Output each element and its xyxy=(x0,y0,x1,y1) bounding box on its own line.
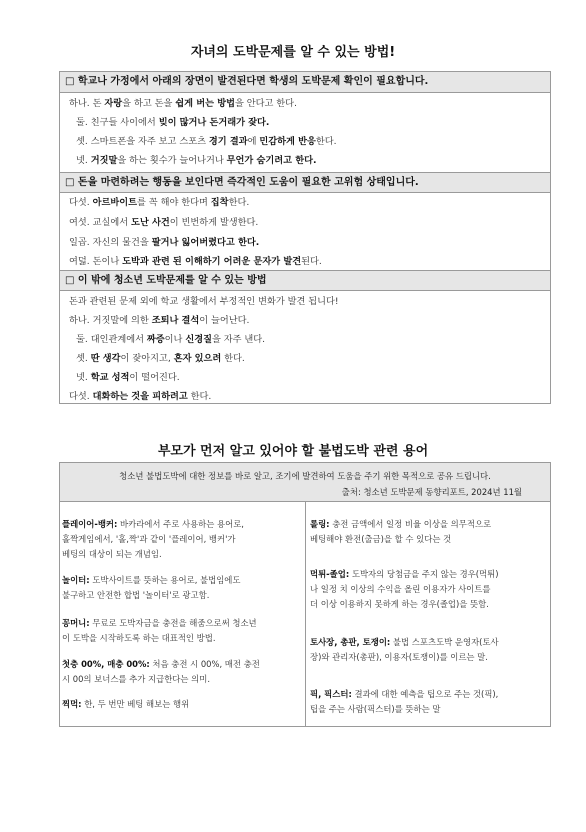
section3-line-4: 셋. 딴 생각이 잦아지고, 혼자 있으려 한다. xyxy=(76,353,245,364)
section1-line-2: 둘. 친구들 사이에서 빚이 많거나 돈거래가 잦다. xyxy=(76,117,270,128)
section2-line-4: 여덟. 돈이나 도박과 관련 된 이해하기 어려운 문자가 발견된다. xyxy=(69,256,322,267)
term-muktwi: 먹튀-졸업: 도박자의 당첨금을 주지 않는 경우(먹튀) 나 일정 치 이상의 수익을 올린 이용자가 사이트를 더 이상 이용하지 못하게 하는 경우(졸업)을 뜻함. xyxy=(310,569,499,609)
column-divider xyxy=(305,502,306,726)
section3-line-6: 다섯. 대화하는 것을 피하려고 한다. xyxy=(69,391,212,402)
term-playground: 놀이터: 도박사이트를 뜻하는 용어로, 불법임에도 불구하고 안전한 합법 '놀이터'로 광고함. xyxy=(62,575,241,600)
page-title: 자녀의 도박문제를 알 수 있는 방법! xyxy=(190,45,396,60)
term-operator: 토사장, 총판, 토쟁이: 불법 스포츠도박 운영자(토사 장)와 관리자(총판), 이용자(토쟁이)를 이르는 말. xyxy=(310,637,499,662)
section3-line-2: 하나. 거짓말에 의한 조퇴나 결석이 늘어난다. xyxy=(69,315,250,326)
glossary-box xyxy=(59,462,551,727)
term-taste: 찍먹: 한, 두 번만 베팅 해보는 행위 xyxy=(62,699,190,709)
section2-heading: □ 돈을 마련하려는 행동을 보인다면 즉각적인 도움이 필요한 고위험 상태입니다. xyxy=(60,172,550,193)
glossary-header xyxy=(60,463,550,502)
section3-heading: □ 이 밖에 청소년 도박문제를 알 수 있는 방법 xyxy=(60,270,550,291)
section1-heading: □ 학교나 가정에서 아래의 장면이 발견된다면 학생의 도박문제 확인이 필요합니다. xyxy=(60,72,550,93)
section2-line-3: 일곱. 자신의 물건을 팔거나 잃어버렸다고 한다. xyxy=(69,237,260,248)
term-rolling: 롤링: 충전 금액에서 일정 비율 이상을 의무적으로 베팅해야 환전(출금)을 할 수 있다는 것 xyxy=(310,519,492,544)
section2-line-2: 여섯. 교실에서 도난 사건이 빈번하게 발생한다. xyxy=(69,217,259,228)
glossary-title: 부모가 먼저 알고 있어야 할 불법도박 관련 용어 xyxy=(157,444,429,459)
term-first-charge: 첫충 00%, 매충 00%: 처음 충전 시 00%, 매전 충전 시 00의 보너스를 추가 지급한다는 의미. xyxy=(62,659,260,684)
section1-line-1: 하나. 돈 자랑을 하고 돈을 쉽게 버는 방법을 안다고 한다. xyxy=(69,98,297,109)
term-player-banker: 플레이어-뱅커: 바카라에서 주로 사용하는 용어로, 홀짝게임에서, '홀,짝'과 같이 '플레이어, 뱅커'가 베팅의 대상이 되는 개념임. xyxy=(62,519,244,559)
section1-line-3: 셋. 스마트폰을 자주 보고 스포츠 경기 결과에 민감하게 반응한다. xyxy=(76,136,337,147)
section3-line-3: 둘. 대인관계에서 짜증이나 신경질을 자주 낸다. xyxy=(76,334,266,345)
section3-line-1: 돈과 관련된 문제 외에 학교 생활에서 부정적인 변화가 발견 됩니다! xyxy=(69,296,339,307)
section3-line-5: 넷. 학교 성적이 떨어진다. xyxy=(76,372,180,383)
glossary-source: 출처: 청소년 도박문제 동향리포트, 2024년 11월 xyxy=(341,487,522,497)
section1-line-4: 넷. 거짓말을 하는 횟수가 늘어나거나 무언가 숨기려고 한다. xyxy=(76,155,317,166)
signs-box xyxy=(59,71,551,404)
term-free-money: 꽁머니: 무료로 도박자금을 충전을 해줌으로써 청소년 이 도박을 시작하도록 하는 대표적인 방법. xyxy=(62,618,257,643)
term-pick: 픽, 픽스터: 결과에 대한 예측을 팁으로 주는 것(픽), 팁을 주는 사람(픽스터)를 뜻하는 말 xyxy=(310,689,499,714)
glossary-intro: 청소년 불법도박에 대한 정보를 바로 알고, 조기에 발견하여 도움을 주기 위한 목적으로 공유 드립니다. xyxy=(119,471,491,481)
section2-line-1: 다섯. 아르바이트를 꼭 해야 한다며 집착한다. xyxy=(69,197,250,208)
